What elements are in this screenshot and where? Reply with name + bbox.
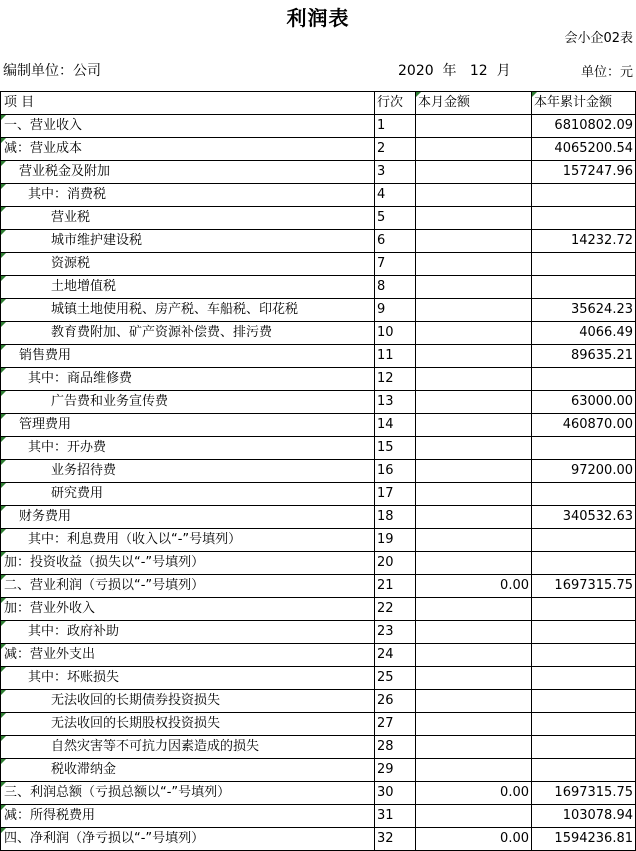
cell-marker — [1, 368, 6, 373]
row-line-number-text: 15 — [377, 440, 394, 455]
row-item-name — [1, 598, 375, 621]
cell-marker — [1, 345, 6, 350]
row-item-name-text: 资源税 — [51, 256, 91, 271]
cell-marker — [1, 529, 6, 534]
row-ytd-amount-text: 14232.72 — [570, 233, 633, 248]
row-ytd-amount — [532, 460, 636, 483]
row-ytd-amount-text: 1594236.81 — [554, 831, 633, 846]
row-item-name — [1, 322, 375, 345]
row-line-number-text: 24 — [377, 647, 394, 662]
row-ytd-amount — [532, 322, 636, 345]
row-ytd-amount — [532, 299, 636, 322]
row-line-number-text: 23 — [377, 624, 394, 639]
cell-marker — [1, 230, 6, 235]
row-item-name-text: 财务费用 — [19, 509, 72, 524]
row-month-amount — [416, 483, 532, 506]
row-item-name — [1, 506, 375, 529]
row-line-number-text: 17 — [377, 486, 394, 501]
row-item-name — [1, 782, 375, 805]
row-ytd-amount — [532, 529, 636, 552]
row-month-amount — [416, 782, 532, 805]
row-ytd-amount — [532, 644, 636, 667]
row-item-name — [1, 828, 375, 851]
table-row — [1, 161, 636, 184]
form-code: 会小企02表 — [564, 31, 633, 46]
row-month-amount — [416, 161, 532, 184]
cell-marker — [1, 552, 6, 557]
row-line-number — [375, 552, 416, 575]
row-line-number-text: 20 — [377, 555, 394, 570]
table-row — [1, 230, 636, 253]
report-title: 利润表 — [286, 6, 350, 30]
row-line-number-text: 16 — [377, 463, 394, 478]
row-item-name-text: 无法收回的长期股权投资损失 — [51, 716, 221, 731]
row-item-name — [1, 253, 375, 276]
row-item-name-text: 自然灾害等不可抗力因素造成的损失 — [51, 739, 260, 754]
row-item-name-text: 销售费用 — [19, 348, 72, 363]
row-month-amount — [416, 598, 532, 621]
row-line-number-text: 19 — [377, 532, 394, 547]
row-ytd-amount — [532, 184, 636, 207]
cell-marker — [1, 575, 6, 580]
row-item-name-text: 其中：利息费用（收入以“-”号填列） — [28, 532, 242, 547]
row-line-number-text: 4 — [377, 187, 386, 202]
row-item-name-text: 城市维护建设税 — [51, 233, 143, 248]
row-month-amount — [416, 506, 532, 529]
report-period: 2020 年 12 月 — [398, 63, 511, 79]
table-row — [1, 575, 636, 598]
row-month-amount — [416, 276, 532, 299]
row-ytd-amount-text: 1697315.75 — [554, 785, 633, 800]
row-ytd-amount-text: 97200.00 — [570, 463, 633, 478]
cell-marker — [1, 598, 6, 603]
row-line-number-text: 3 — [377, 164, 386, 179]
row-line-number — [375, 276, 416, 299]
table-row — [1, 253, 636, 276]
row-ytd-amount — [532, 276, 636, 299]
table-row — [1, 782, 636, 805]
table-row — [1, 667, 636, 690]
row-item-name — [1, 391, 375, 414]
row-month-amount — [416, 299, 532, 322]
row-month-amount — [416, 759, 532, 782]
table-row — [1, 414, 636, 437]
row-item-name-text: 其中：开办费 — [28, 440, 107, 455]
row-ytd-amount — [532, 414, 636, 437]
row-month-amount — [416, 805, 532, 828]
row-month-amount — [416, 368, 532, 391]
row-item-name-text: 加：营业外收入 — [4, 601, 96, 616]
row-item-name-text: 无法收回的长期债券投资损失 — [51, 693, 221, 708]
cell-marker — [1, 414, 6, 419]
cell-marker — [1, 161, 6, 166]
row-item-name — [1, 552, 375, 575]
header-ytd-label: 本年累计金额 — [534, 95, 613, 110]
cell-marker — [1, 115, 6, 120]
row-item-name — [1, 299, 375, 322]
table-row — [1, 759, 636, 782]
row-line-number — [375, 575, 416, 598]
row-item-name-text: 营业税金及附加 — [19, 164, 111, 179]
table-row — [1, 690, 636, 713]
row-line-number — [375, 828, 416, 851]
row-ytd-amount — [532, 598, 636, 621]
compiling-unit: 编制单位：公司 — [3, 63, 101, 79]
row-item-name-text: 减：营业成本 — [4, 141, 83, 156]
row-line-number — [375, 345, 416, 368]
row-line-number-text: 25 — [377, 670, 394, 685]
row-item-name-text: 城镇土地使用税、房产税、车船税、印花税 — [51, 302, 299, 317]
table-row — [1, 598, 636, 621]
row-line-number-text: 14 — [377, 417, 394, 432]
row-line-number-text: 5 — [377, 210, 386, 225]
row-month-amount-text: 0.00 — [500, 578, 529, 593]
row-item-name — [1, 529, 375, 552]
row-month-amount — [416, 414, 532, 437]
row-item-name-text: 加：投资收益（损失以“-”号填列） — [4, 555, 205, 570]
row-item-name-text: 减：所得税费用 — [4, 808, 96, 823]
row-line-number — [375, 782, 416, 805]
row-line-number-text: 11 — [377, 348, 394, 363]
row-ytd-amount — [532, 621, 636, 644]
row-line-number-text: 26 — [377, 693, 394, 708]
table-row — [1, 805, 636, 828]
table-row — [1, 207, 636, 230]
row-line-number — [375, 161, 416, 184]
row-line-number — [375, 460, 416, 483]
row-line-number-text: 31 — [377, 808, 394, 823]
row-ytd-amount — [532, 391, 636, 414]
row-line-number-text: 10 — [377, 325, 394, 340]
row-month-amount — [416, 575, 532, 598]
row-item-name — [1, 230, 375, 253]
cell-marker — [1, 506, 6, 511]
row-item-name — [1, 759, 375, 782]
cell-marker — [1, 276, 6, 281]
cell-marker — [1, 437, 6, 442]
row-month-amount — [416, 644, 532, 667]
row-line-number — [375, 506, 416, 529]
table-row — [1, 345, 636, 368]
row-ytd-amount-text: 89635.21 — [570, 348, 633, 363]
row-item-name-text: 其中：消费税 — [28, 187, 107, 202]
table-row — [1, 552, 636, 575]
row-line-number — [375, 138, 416, 161]
row-month-amount — [416, 828, 532, 851]
row-item-name — [1, 161, 375, 184]
row-line-number — [375, 713, 416, 736]
row-line-number — [375, 115, 416, 138]
row-line-number-text: 13 — [377, 394, 394, 409]
header-month-label: 本月金额 — [418, 95, 471, 110]
income-statement-table — [0, 91, 636, 851]
cell-marker — [1, 299, 6, 304]
row-ytd-amount — [532, 736, 636, 759]
row-item-name-text: 三、利润总额（亏损总额以“-”号填列） — [4, 785, 231, 800]
row-item-name — [1, 115, 375, 138]
row-item-name — [1, 644, 375, 667]
row-month-amount — [416, 713, 532, 736]
row-item-name-text: 一、营业收入 — [4, 118, 83, 133]
row-month-amount — [416, 322, 532, 345]
table-row — [1, 322, 636, 345]
table-row — [1, 483, 636, 506]
row-ytd-amount-text: 157247.96 — [562, 164, 633, 179]
cell-marker — [416, 92, 421, 97]
table-row — [1, 828, 636, 851]
row-item-name — [1, 368, 375, 391]
row-month-amount — [416, 253, 532, 276]
row-item-name-text: 教育费附加、矿产资源补偿费、排污费 — [51, 325, 273, 340]
row-line-number — [375, 299, 416, 322]
cell-marker — [1, 828, 6, 833]
row-line-number — [375, 483, 416, 506]
row-item-name-text: 管理费用 — [19, 417, 72, 432]
row-line-number — [375, 529, 416, 552]
row-line-number-text: 12 — [377, 371, 394, 386]
table-row — [1, 184, 636, 207]
row-ytd-amount — [532, 667, 636, 690]
row-item-name-text: 广告费和业务宣传费 — [51, 394, 169, 409]
row-line-number — [375, 253, 416, 276]
row-item-name-text: 税收滞纳金 — [51, 762, 117, 777]
row-ytd-amount — [532, 138, 636, 161]
row-ytd-amount-text: 103078.94 — [562, 808, 633, 823]
table-row — [1, 391, 636, 414]
table-row — [1, 644, 636, 667]
row-item-name — [1, 736, 375, 759]
cell-marker — [1, 322, 6, 327]
row-item-name — [1, 713, 375, 736]
row-month-amount — [416, 391, 532, 414]
row-item-name — [1, 207, 375, 230]
row-line-number-text: 8 — [377, 279, 386, 294]
row-line-number — [375, 207, 416, 230]
row-ytd-amount-text: 340532.63 — [562, 509, 633, 524]
row-line-number-text: 6 — [377, 233, 386, 248]
row-month-amount — [416, 437, 532, 460]
row-line-number-text: 27 — [377, 716, 394, 731]
row-line-number — [375, 414, 416, 437]
row-item-name-text: 营业税 — [51, 210, 91, 225]
table-row — [1, 506, 636, 529]
row-line-number-text: 7 — [377, 256, 386, 271]
row-line-number — [375, 621, 416, 644]
cell-marker — [1, 207, 6, 212]
row-line-number-text: 28 — [377, 739, 394, 754]
row-month-amount — [416, 552, 532, 575]
row-line-number-text: 32 — [377, 831, 394, 846]
row-ytd-amount-text: 6810802.09 — [554, 118, 633, 133]
row-ytd-amount-text: 35624.23 — [570, 302, 633, 317]
header-line: 行次 — [375, 92, 416, 115]
row-month-amount — [416, 345, 532, 368]
row-ytd-amount-text: 1697315.75 — [554, 578, 633, 593]
table-row — [1, 437, 636, 460]
row-month-amount — [416, 460, 532, 483]
row-line-number — [375, 437, 416, 460]
cell-marker — [1, 253, 6, 258]
row-line-number-text: 9 — [377, 302, 386, 317]
row-item-name — [1, 690, 375, 713]
row-item-name-text: 其中：坏账损失 — [28, 670, 120, 685]
table-row — [1, 138, 636, 161]
row-item-name-text: 业务招待费 — [51, 463, 117, 478]
cell-marker — [1, 690, 6, 695]
row-item-name — [1, 276, 375, 299]
cell-marker — [1, 391, 6, 396]
table-row — [1, 460, 636, 483]
row-ytd-amount-text: 460870.00 — [562, 417, 633, 432]
row-item-name-text: 减：营业外支出 — [4, 647, 96, 662]
table-row — [1, 276, 636, 299]
row-ytd-amount-text: 4065200.54 — [554, 141, 633, 156]
row-line-number — [375, 184, 416, 207]
header-month — [416, 92, 532, 115]
row-line-number-text: 22 — [377, 601, 394, 616]
row-line-number — [375, 644, 416, 667]
row-item-name — [1, 460, 375, 483]
row-ytd-amount — [532, 230, 636, 253]
row-item-name — [1, 483, 375, 506]
row-ytd-amount — [532, 161, 636, 184]
row-line-number-text: 2 — [377, 141, 386, 156]
row-item-name — [1, 414, 375, 437]
cell-marker — [1, 184, 6, 189]
cell-marker — [1, 805, 6, 810]
table-row — [1, 368, 636, 391]
row-ytd-amount — [532, 805, 636, 828]
row-line-number — [375, 322, 416, 345]
row-ytd-amount — [532, 552, 636, 575]
currency-unit: 单位：元 — [580, 65, 633, 80]
row-ytd-amount — [532, 345, 636, 368]
cell-marker — [1, 736, 6, 741]
cell-marker — [1, 782, 6, 787]
row-month-amount — [416, 230, 532, 253]
table-row — [1, 621, 636, 644]
row-line-number — [375, 805, 416, 828]
row-ytd-amount — [532, 759, 636, 782]
row-month-amount — [416, 667, 532, 690]
table-row — [1, 736, 636, 759]
cell-marker — [1, 644, 6, 649]
row-ytd-amount — [532, 713, 636, 736]
header-ytd — [532, 92, 636, 115]
cell-marker — [1, 667, 6, 672]
row-item-name — [1, 621, 375, 644]
cell-marker — [1, 759, 6, 764]
table-row — [1, 529, 636, 552]
row-month-amount — [416, 184, 532, 207]
row-line-number — [375, 667, 416, 690]
row-line-number — [375, 736, 416, 759]
row-line-number-text: 1 — [377, 118, 386, 133]
header-row — [1, 92, 636, 115]
row-ytd-amount — [532, 368, 636, 391]
cell-marker — [1, 138, 6, 143]
row-ytd-amount — [532, 690, 636, 713]
row-line-number — [375, 391, 416, 414]
table-row — [1, 299, 636, 322]
row-ytd-amount — [532, 483, 636, 506]
cell-marker — [1, 483, 6, 488]
cell-marker — [1, 460, 6, 465]
row-ytd-amount-text: 63000.00 — [570, 394, 633, 409]
row-line-number-text: 29 — [377, 762, 394, 777]
row-ytd-amount — [532, 207, 636, 230]
row-month-amount — [416, 115, 532, 138]
row-month-amount — [416, 736, 532, 759]
cell-marker — [1, 713, 6, 718]
row-ytd-amount — [532, 253, 636, 276]
header-item: 项 目 — [1, 92, 375, 115]
row-line-number — [375, 690, 416, 713]
row-line-number — [375, 230, 416, 253]
row-line-number-text: 30 — [377, 785, 394, 800]
row-item-name — [1, 575, 375, 598]
row-line-number-text: 18 — [377, 509, 394, 524]
row-item-name-text: 其中：政府补助 — [28, 624, 120, 639]
row-line-number-text: 21 — [377, 578, 394, 593]
row-item-name-text: 土地增值税 — [51, 279, 117, 294]
row-item-name — [1, 184, 375, 207]
row-month-amount — [416, 529, 532, 552]
row-item-name — [1, 805, 375, 828]
table-row — [1, 713, 636, 736]
cell-marker — [532, 92, 537, 97]
row-ytd-amount — [532, 575, 636, 598]
row-item-name-text: 研究费用 — [51, 486, 104, 501]
row-item-name — [1, 437, 375, 460]
row-item-name-text: 四、净利润（净亏损以“-”号填列） — [4, 831, 205, 846]
row-item-name-text: 其中：商品维修费 — [28, 371, 133, 386]
row-month-amount-text: 0.00 — [500, 831, 529, 846]
cell-marker — [1, 621, 6, 626]
row-item-name-text: 二、营业利润（亏损以“-”号填列） — [4, 578, 205, 593]
row-ytd-amount-text: 4066.49 — [579, 325, 633, 340]
row-line-number — [375, 368, 416, 391]
table-row — [1, 115, 636, 138]
row-ytd-amount — [532, 782, 636, 805]
row-month-amount — [416, 621, 532, 644]
row-line-number — [375, 598, 416, 621]
row-ytd-amount — [532, 437, 636, 460]
row-month-amount — [416, 138, 532, 161]
row-month-amount — [416, 207, 532, 230]
row-ytd-amount — [532, 828, 636, 851]
row-ytd-amount — [532, 506, 636, 529]
row-item-name — [1, 345, 375, 368]
row-item-name — [1, 667, 375, 690]
row-line-number — [375, 759, 416, 782]
row-month-amount-text: 0.00 — [500, 785, 529, 800]
row-item-name — [1, 138, 375, 161]
row-ytd-amount — [532, 115, 636, 138]
row-month-amount — [416, 690, 532, 713]
